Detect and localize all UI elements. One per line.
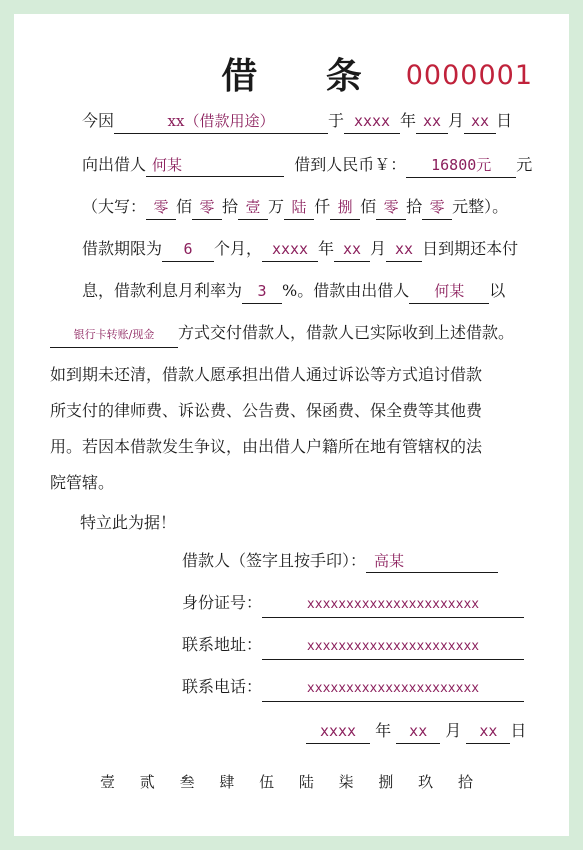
- address-line: 联系地址： xxxxxxxxxxxxxxxxxxxxxx: [182, 630, 524, 660]
- borrower-signature-line: 借款人（签字且按手印）： 高某: [182, 546, 498, 576]
- id-number-line: 身份证号： xxxxxxxxxxxxxxxxxxxxxx: [182, 588, 524, 618]
- digit-field: 零: [422, 195, 452, 220]
- interest-rate-field: 3: [242, 279, 282, 304]
- phone-field: xxxxxxxxxxxxxxxxxxxxxx: [262, 677, 524, 702]
- purpose-field: xx（借款用途）: [114, 109, 328, 134]
- lender-field: 何某: [146, 153, 284, 177]
- amount-field: 16800元: [406, 153, 516, 178]
- lender-field-2: 何某: [409, 279, 489, 304]
- due-day-field: xx: [386, 237, 422, 262]
- digit-field: 零: [146, 195, 176, 220]
- line-payment-method: 银行卡转账/现金 方式交付借款人，借款人已实际收到上述借款。: [50, 318, 514, 348]
- clause-line: 用。若因本借款发生争议，由出借人户籍所在地有管辖权的法: [50, 437, 483, 456]
- borrower-name-field: 高某: [366, 549, 498, 573]
- digit-field: 零: [376, 195, 406, 220]
- loan-month-field: xx: [416, 109, 448, 134]
- phone-line: 联系电话： xxxxxxxxxxxxxxxxxxxxxx: [182, 672, 524, 702]
- sign-month-field: xx: [396, 719, 440, 744]
- iou-document: [14, 14, 569, 836]
- clause-line: 所支付的律师费、诉讼费、公告费、保函费、保全费等其他费: [50, 401, 483, 420]
- line-lender: 向出借人 何某 借到人民币￥： 16800元 元: [82, 150, 532, 180]
- address-field: xxxxxxxxxxxxxxxxxxxxxx: [262, 635, 524, 660]
- digit-field: 陆: [284, 195, 314, 220]
- digit-field: 零: [192, 195, 222, 220]
- digit-field: 壹: [238, 195, 268, 220]
- loan-year-field: xxxx: [344, 109, 400, 134]
- due-year-field: xxxx: [262, 237, 318, 262]
- due-month-field: xx: [334, 237, 370, 262]
- payment-method-field: 银行卡转账/现金: [50, 323, 178, 348]
- line-amount-words: （大写： 零 佰 零 拾 壹 万 陆 仟 捌 佰 零 拾 零 元整）。: [82, 192, 508, 222]
- line-interest: 息，借款利息月利率为 3 %。借款由出借人 何某 以: [82, 276, 505, 306]
- line-purpose: 今因 xx（借款用途） 于 xxxx 年 xx 月 xx 日: [82, 106, 512, 136]
- digit-field: 捌: [330, 195, 360, 220]
- document-title: 借 条: [221, 55, 390, 97]
- line-term: 借款期限为 6 个月， xxxx 年 xx 月 xx 日到期还本付: [82, 234, 518, 264]
- loan-day-field: xx: [464, 109, 496, 134]
- id-number-field: xxxxxxxxxxxxxxxxxxxxxx: [262, 593, 524, 618]
- clause-line: 院管辖。: [50, 473, 115, 492]
- sign-day-field: xx: [466, 719, 510, 744]
- sign-date-line: xxxx 年 xx 月 xx 日: [306, 716, 526, 746]
- clause-line: 如到期未还清，借款人愿承担出借人通过诉讼等方式追讨借款: [50, 365, 483, 384]
- serial-number: 0000001: [405, 60, 533, 91]
- declaration: 特立此为据！: [80, 513, 177, 532]
- term-months-field: 6: [162, 237, 214, 262]
- sign-year-field: xxxx: [306, 719, 370, 744]
- capital-numerals-footer: 壹 贰 叁 肆 伍 陆 柒 捌 玖 拾: [100, 773, 483, 791]
